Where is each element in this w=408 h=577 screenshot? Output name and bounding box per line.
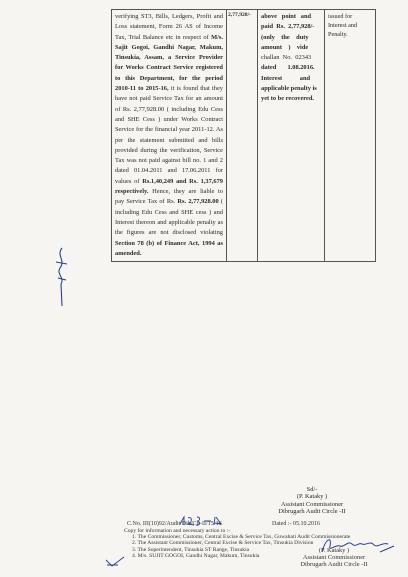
- signatory-designation: Assistant Commissioner: [302, 553, 366, 561]
- status-line: paid Rs. 2,77,928/-: [261, 23, 315, 31]
- observation-cell: [112, 10, 227, 262]
- signatory-name: (P. Kataky ): [318, 547, 350, 554]
- amount-cell: [227, 10, 258, 262]
- status-line: applicable penalty is: [261, 85, 317, 93]
- reference-number: C.No. III(10)92/Audit/Dib/Cir-II/15-16: [127, 521, 222, 527]
- status-line: challan No. 02343: [261, 54, 312, 62]
- table-row: [112, 10, 376, 262]
- signatory-name: (P. Kataky ): [296, 493, 328, 501]
- audit-table: [111, 9, 376, 262]
- copy-line: Copy for information and necessary action to :-: [124, 528, 231, 534]
- status-line: amount ) vide: [261, 43, 309, 51]
- handwritten-signature-icon: [318, 534, 398, 556]
- tick-mark-icon: [104, 556, 126, 568]
- margin-annotation-icon: [52, 244, 72, 314]
- signature-block: [242, 486, 382, 516]
- observation-segment: verifying ST3, Bills, Ledgers, Profit and Loss statement, Form 26 AS of Income Tax, Trial Balance etc in respect of: [115, 13, 223, 41]
- status-text: [261, 12, 321, 105]
- status-line: above point and: [261, 13, 312, 20]
- observation-segment: ( including Edu Cess and SHE cess ) and Interest thereon and applicable penalty as the figures are not disclosed violating: [115, 198, 224, 237]
- list-item: 4. M/s. SUJIT GOGOI, Gandhi Nagar, Makum, Tinsukia: [132, 552, 260, 559]
- list-item: 3. The Superintendent, Tinsukia ST Range, Tinsukia: [132, 546, 250, 553]
- handwritten-number-icon: [178, 514, 228, 528]
- reference-date: Dated :- 05.10.2016: [272, 521, 320, 527]
- observation-text: [115, 13, 223, 257]
- observation-segment: Hence, they are liable to pay Service Tax of Rs.: [115, 188, 223, 206]
- status-cell: [258, 10, 325, 262]
- signature-sd: Sd/-: [306, 486, 318, 493]
- amount-value: 2,77,928/-: [228, 12, 251, 18]
- status-line: yet to be recovered.: [261, 95, 314, 103]
- signatory-designation: Assistant Commissioner: [280, 500, 344, 508]
- signatory-office: Dibrugarh Audit Circle -II: [300, 560, 368, 568]
- observation-segment: M/s. Sajit Gogoi, Gandhi Nagar, Makum, Tinsukia, Assam, a Service Provider for Works Contract Service registered to this Department, for the period 2010-11 to 2015-16,: [115, 33, 223, 93]
- status-line: dated 1.08.2016.: [261, 64, 315, 72]
- list-item: 2. The Assistant Commissioner, Central Excise & Service Tax, Tinsukia Division: [132, 540, 314, 547]
- remarks-cell: [325, 10, 376, 262]
- signatory-office: Dibrugarh Audit Circle -II: [278, 508, 346, 516]
- observation-segment: Section 78 (b) of Finance Act, 1994 as amended.: [115, 239, 223, 257]
- status-line: Interest and: [261, 74, 311, 82]
- observation-segment: it is found that they have not paid Service Tax for an amount of Rs. 2,77,928.00 ( including Edu Cess and SHE Cess ) under Works Contract Service for the financial year 2011-12. As per the statement submitted and bills provided during the verification, Service Tax was not paid against bill no. 1 and 2 dated 01.04.2011 and 17.06.2011 for values of: [115, 85, 223, 185]
- observation-segment: Rs.1,40,249 and Rs. 1,37,679 respectively.: [115, 177, 223, 196]
- remarks-text: issued for Interest and Penalty.: [328, 13, 358, 38]
- list-item: 1. The Commissioner, Customs, Central Excise & Service Tax, Guwahati Audit Commissionerate: [132, 534, 351, 540]
- observation-segment: Rs. 2,77,928.00: [177, 198, 219, 206]
- status-line: (only the duty: [261, 33, 309, 41]
